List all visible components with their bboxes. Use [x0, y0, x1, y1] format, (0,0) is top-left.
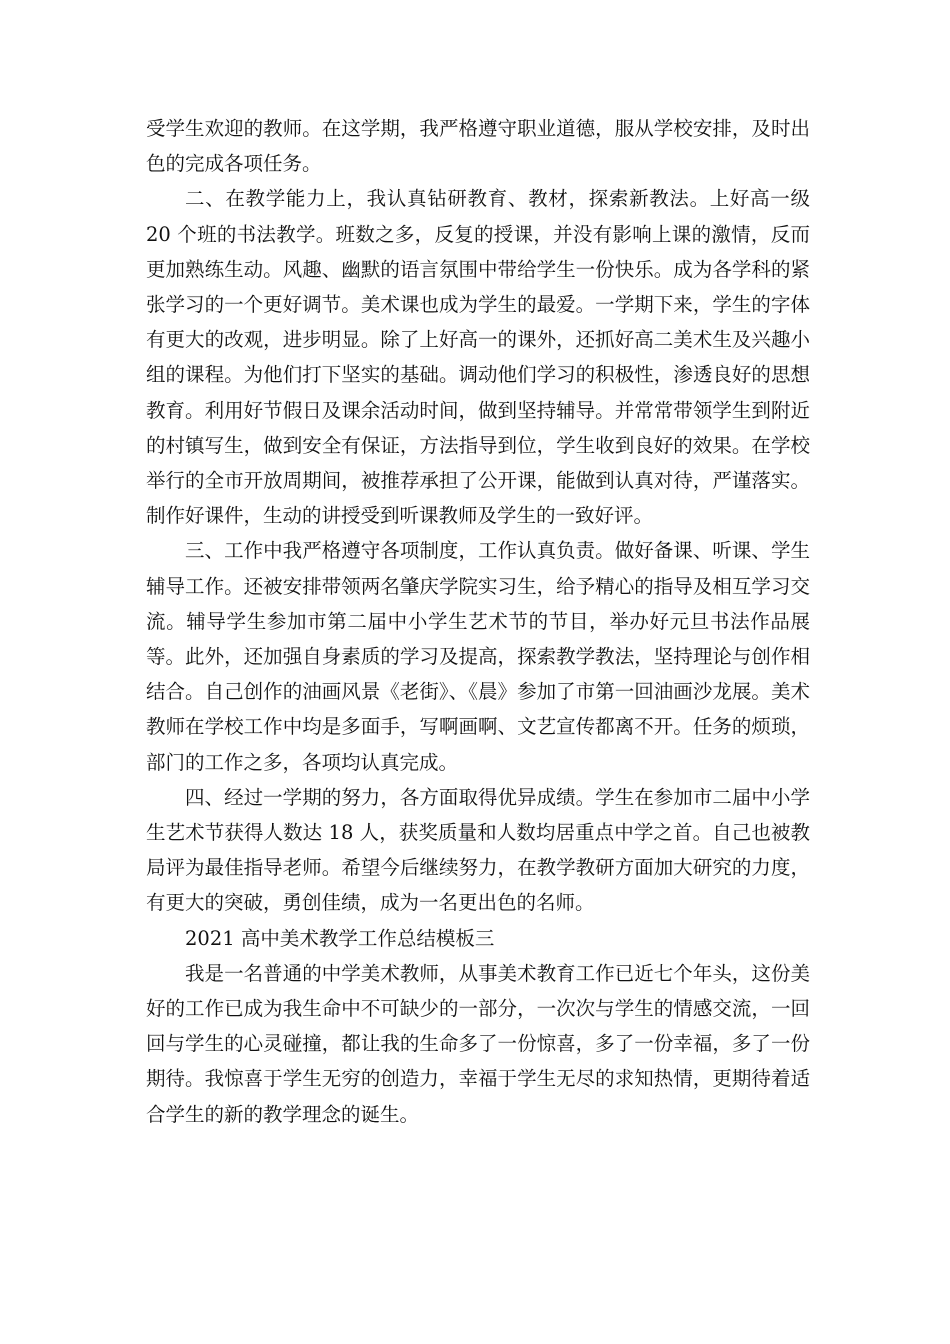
paragraph-teaching-ability: 二、在教学能力上，我认真钻研教育、教材，探索新教法。上好高一级 20 个班的书法教学。班数之多，反复的授课，并没有影响上课的激情，反而更加熟练生动。风趣、幽默的语言氛围中带给学生一份快乐。成为各学科的紧张学习的一个更好调节。美术课也成为学生的最爱。一学期下来，学生的字体有更大的改观，进步明显。除了上好高一的课外，还抓好高二美术生及兴趣小组的课程。为他们打下坚实的基础。调动他们学习的积极性，渗透良好的思想教育。利用好节假日及课余活动时间，做到坚持辅导。并常常带领学生到附近的村镇写生，做到安全有保证，方法指导到位，学生收到良好的效果。在学校举行的全市开放周期间，被推荐承担了公开课，能做到认真对待，严谨落实。制作好课件，生动的讲授受到听课教师及学生的一致好评。 — [146, 187, 810, 528]
document-body — [146, 111, 810, 1132]
paragraph-work-discipline: 三、工作中我严格遵守各项制度，工作认真负责。做好备课、听课、学生辅导工作。还被安排带领两名肇庆学院实习生，给予精心的指导及相互学习交流。辅导学生参加市第二届中小学生艺术节的节目，举办好元旦书法作品展等。此外，还加强自身素质的学习及提高，探索教学教法，坚持理论与创作相结合。自己创作的油画风景《老街》、《晨》参加了市第一回油画沙龙展。美术教师在学校工作中均是多面手，写啊画啊、文艺宣传都离不开。任务的烦琐，部门的工作之多，各项均认真完成。 — [146, 539, 810, 774]
paragraph-introduction: 我是一名普通的中学美术教师，从事美术教育工作已近七个年头，这份美好的工作已成为我生命中不可缺少的一部分，一次次与学生的情感交流，一回回与学生的心灵碰撞，都让我的生命多了一份惊喜，多了一份幸福，多了一份期待。我惊喜于学生无穷的创造力，幸福于学生无尽的求知热情，更期待着适合学生的新的教学理念的诞生。 — [146, 961, 810, 1126]
paragraph-achievements: 四、经过一学期的努力，各方面取得优异成绩。学生在参加市二届中小学生艺术节获得人数达 18 人，获奖质量和人数均居重点中学之首。自己也被教局评为最佳指导老师。希望今后继续努力，在教学教研方面加大研究的力度，有更大的突破，勇创佳绩，成为一名更出色的名师。 — [146, 785, 810, 915]
section-heading: 2021 高中美术教学工作总结模板三 — [185, 926, 495, 950]
paragraph-continuation: 受学生欢迎的教师。在这学期，我严格遵守职业道德，服从学校安排，及时出色的完成各项任务。 — [146, 117, 810, 176]
